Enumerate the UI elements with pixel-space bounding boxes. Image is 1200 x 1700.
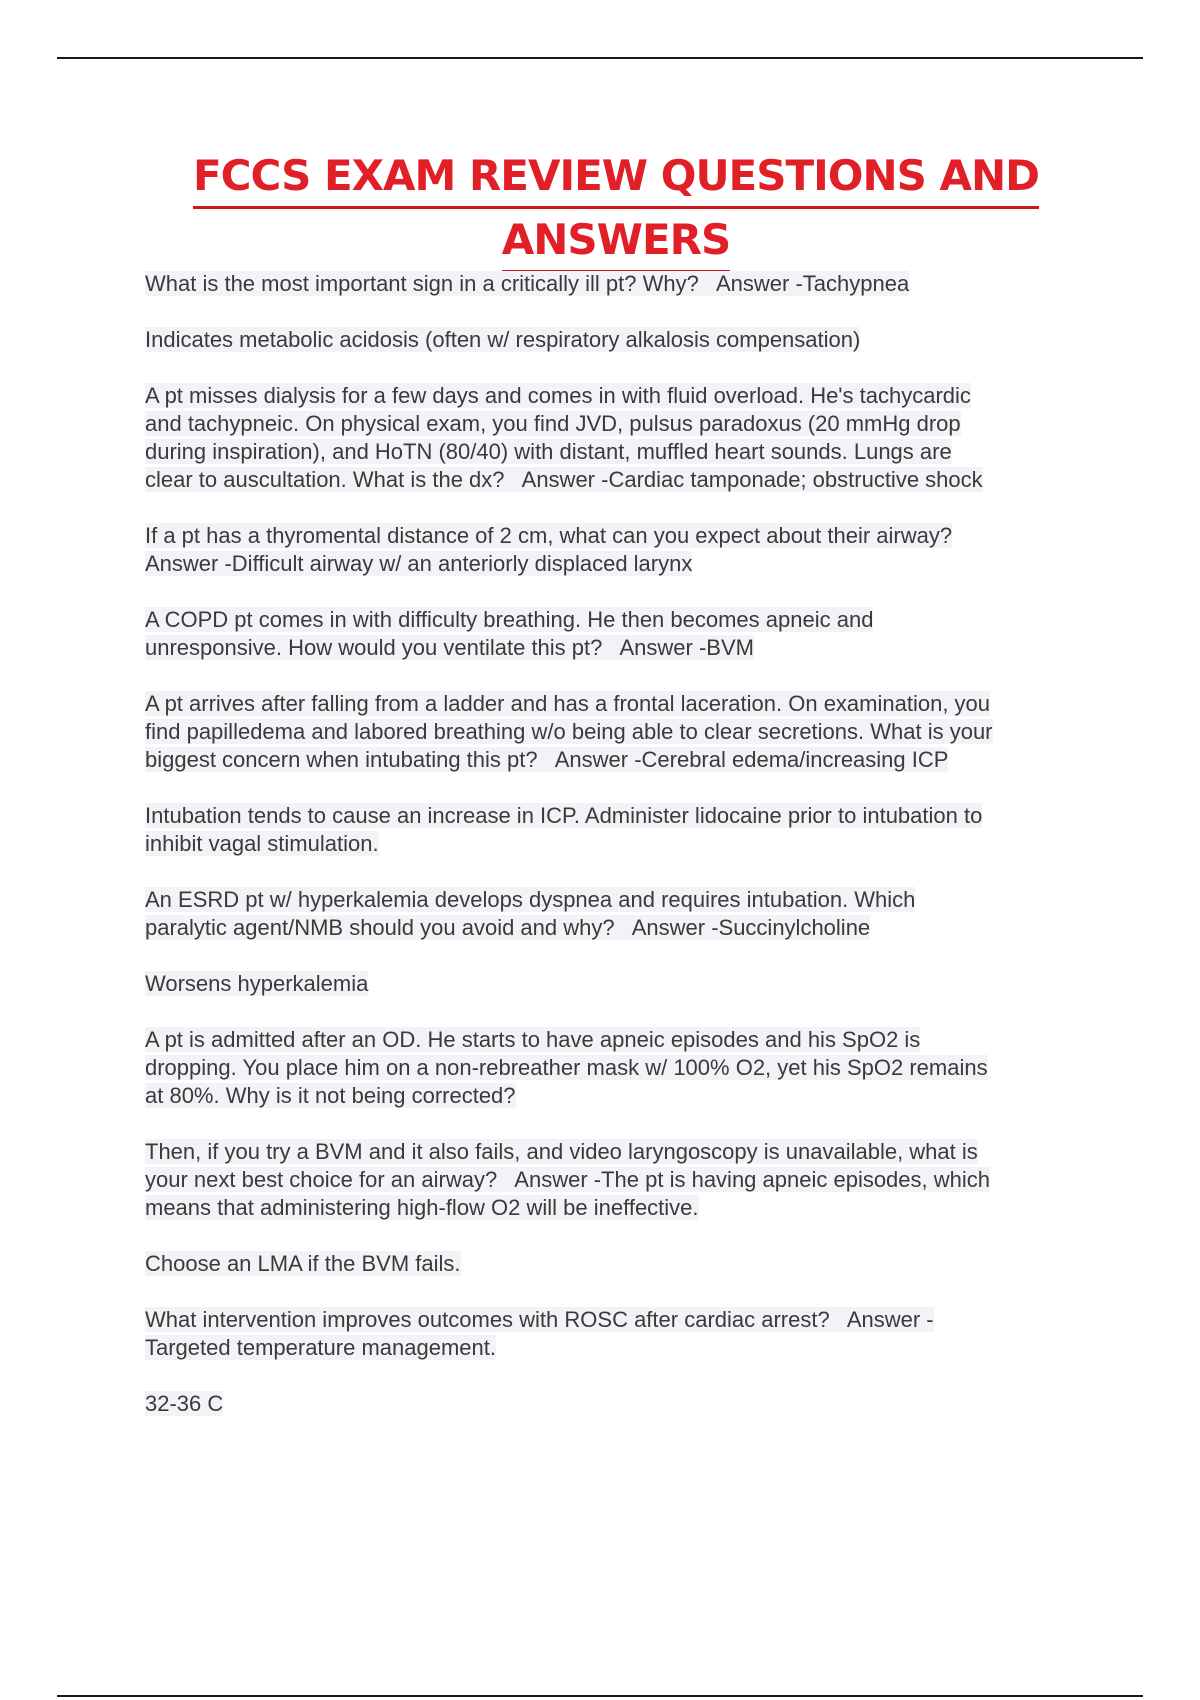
bottom-rule — [57, 1695, 1143, 1697]
qa-paragraph — [145, 1390, 1085, 1418]
paragraph-line: biggest concern when intubating this pt? Answer -Cerebral edema/increasing ICP — [145, 747, 949, 772]
paragraph-line: A pt misses dialysis for a few days and comes in with fluid overload. He's tachycardic — [145, 383, 971, 408]
paragraph-line: clear to auscultation. What is the dx? Answer -Cardiac tamponade; obstructive shock — [145, 467, 983, 492]
qa-paragraph — [145, 886, 1085, 942]
paragraph-line: paralytic agent/NMB should you avoid and why? Answer -Succinylcholine — [145, 915, 871, 940]
qa-paragraph — [145, 802, 1085, 858]
paragraph-line: Indicates metabolic acidosis (often w/ respiratory alkalosis compensation) — [145, 327, 861, 352]
qa-paragraph — [145, 1138, 1085, 1222]
paragraph-line: 32-36 C — [145, 1391, 224, 1416]
qa-paragraph — [145, 326, 1085, 354]
qa-paragraph — [145, 970, 1085, 998]
paragraph-line: If a pt has a thyromental distance of 2 cm, what can you expect about their airway? — [145, 523, 953, 548]
paragraph-line: find papilledema and labored breathing w/o being able to clear secretions. What is your — [145, 719, 993, 744]
qa-paragraph — [145, 382, 1085, 494]
paragraph-line: Choose an LMA if the BVM fails. — [145, 1251, 461, 1276]
paragraph-line: What is the most important sign in a critically ill pt? Why? Answer -Tachypnea — [145, 271, 910, 296]
paragraph-line: Targeted temperature management. — [145, 1335, 496, 1360]
paragraph-line: Worsens hyperkalemia — [145, 971, 369, 996]
document-title — [0, 146, 1200, 274]
paragraph-line: means that administering high-flow O2 will be ineffective. — [145, 1195, 699, 1220]
paragraph-line: at 80%. Why is it not being corrected? — [145, 1083, 516, 1108]
paragraph-line: Intubation tends to cause an increase in ICP. Administer lidocaine prior to intubation to — [145, 803, 983, 828]
qa-paragraph — [145, 270, 1085, 298]
paragraph-line: unresponsive. How would you ventilate this pt? Answer -BVM — [145, 635, 754, 660]
top-rule — [57, 57, 1143, 59]
paragraph-line: during inspiration), and HoTN (80/40) with distant, muffled heart sounds. Lungs are — [145, 439, 952, 464]
qa-paragraph — [145, 690, 1085, 774]
paragraph-line: A COPD pt comes in with difficulty breathing. He then becomes apneic and — [145, 607, 874, 632]
qa-paragraph — [145, 1026, 1085, 1110]
paragraph-line: and tachypneic. On physical exam, you find JVD, pulsus paradoxus (20 mmHg drop — [145, 411, 961, 436]
qa-paragraph — [145, 522, 1085, 578]
paragraph-line: A pt is admitted after an OD. He starts to have apneic episodes and his SpO2 is — [145, 1027, 921, 1052]
paragraph-line: inhibit vagal stimulation. — [145, 831, 379, 856]
paragraph-line: Then, if you try a BVM and it also fails, and video laryngoscopy is unavailable, what is — [145, 1139, 978, 1164]
paragraph-line: Answer -Difficult airway w/ an anteriorly displaced larynx — [145, 551, 693, 576]
paragraph-line: A pt arrives after falling from a ladder and has a frontal laceration. On examination, you — [145, 691, 991, 716]
qa-paragraph — [145, 1306, 1085, 1362]
paragraph-line: What intervention improves outcomes with ROSC after cardiac arrest? Answer - — [145, 1307, 934, 1332]
paragraph-line: An ESRD pt w/ hyperkalemia develops dyspnea and requires intubation. Which — [145, 887, 916, 912]
title-line-1: FCCS EXAM REVIEW QUESTIONS AND — [193, 146, 1039, 209]
document-body — [145, 270, 1085, 1446]
qa-paragraph — [145, 606, 1085, 662]
paragraph-line: your next best choice for an airway? Answer -The pt is having apneic episodes, which — [145, 1167, 991, 1192]
qa-paragraph — [145, 1250, 1085, 1278]
paragraph-line: dropping. You place him on a non-rebreather mask w/ 100% O2, yet his SpO2 remains — [145, 1055, 988, 1080]
title-line-2: ANSWERS — [502, 210, 731, 273]
